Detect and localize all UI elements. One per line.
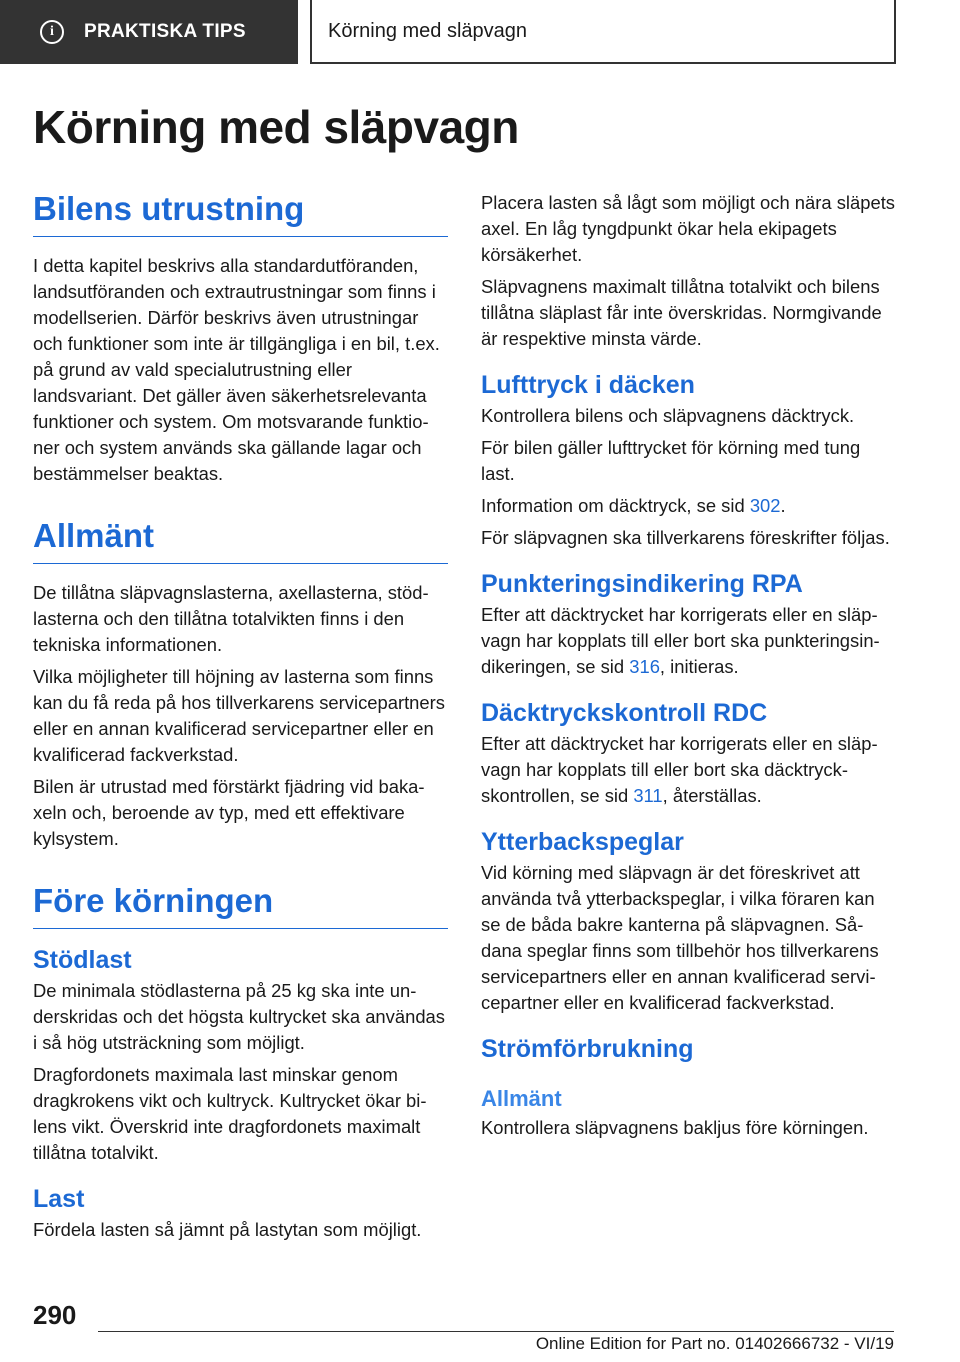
right-column [481, 190, 896, 1147]
paragraph-lufttryck-1: Kontrollera bilens och släpvagnens däcktryck. [481, 405, 855, 426]
paragraph-rpa-1 [481, 602, 896, 680]
text-rdc-post: , återställas. [662, 785, 762, 806]
paragraph-allmant-3: Bilen är utrustad med förstärkt fjädring vid bakaxeln och, beroende av typ, med ett effektivare kylsystem. [33, 775, 425, 849]
paragraph-stodlast-1: De minimala stödlasterna på 25 kg ska inte underskridas och det högsta kultrycket ska användas i så hög utsträckning som möjligt. [33, 979, 445, 1053]
paragraph-bilens-1: I detta kapitel beskrivs alla standardutföranden, landsutföranden och extrautrustningar som finns i modellserien. Därför beskrivs även utrustningar och funktioner som inte är tillgängliga i en bil, t.ex. på grund av vald specialutrustning eller landsvariant. Det gäller även säkerhetsrelevanta funktioner och system. Om motsvarande funktioner och system används ska gällande lagar och bestämmelser beaktas. [33, 254, 440, 484]
paragraph-ytter-1: Vid körning med släpvagn är det föreskrivet att använda två ytterbackspeglar, i vilka föraren kan se de båda bakre kanterna på släpvagnen. Sådana speglar finns som tillbehör hos tillverkarens servicepartners eller en annan kvalificerad servicepartner eller en kvalificerad fackverkstad. [481, 862, 879, 1013]
paragraph-lufttryck-2: För bilen gäller lufttrycket för körning med tung last. [481, 437, 861, 484]
paragraph-last-3: Släpvagnens maximalt tillåtna totalvikt och bilens tillåtna släplast får inte överskridas. Normgivande är respektive minsta värde. [481, 276, 882, 349]
text-rpa-pre: Efter att däcktrycket har korrigerats eller en släpvagn har kopplats till eller bort ska punkteringsindikeringen, se sid [481, 604, 880, 677]
paragraph-allmant-2: Vilka möjligheter till höjning av lasterna som finns kan du få reda på hos tillverkarens servicepartners eller en annan kvalificerad servicepartner eller en kvalificerad fackverkstad. [33, 665, 445, 765]
paragraph-rdc-1 [481, 731, 896, 809]
text-lufttryck-3-pre: Information om däcktryck, se sid [481, 495, 750, 516]
paragraph-last-1: Fördela lasten så jämnt på lastytan som möjligt. [33, 1218, 422, 1240]
paragraph-lufttryck-4: För släpvagnen ska tillverkarens föreskrifter följas. [481, 527, 890, 548]
chapter-tab[interactable] [310, 0, 896, 64]
heading-strom-allmant: Allmänt [481, 1086, 562, 1111]
heading-fore-korningen: Före körningen [33, 882, 448, 929]
header-tabs [0, 0, 960, 66]
heading-ytterbackspeglar: Ytterbackspeglar [481, 828, 684, 856]
heading-stromforbrukning: Strömförbrukning [481, 1035, 694, 1063]
text-rdc-pre: Efter att däcktrycket har korrigerats eller en släpvagn har kopplats till eller bort ska däcktryckskontrollen, se sid [481, 733, 878, 806]
paragraph-strom-1: Kontrollera släpvagnens bakljus före körningen. [481, 1117, 869, 1139]
page-link-316[interactable]: 316 [629, 656, 660, 677]
paragraph-stodlast-2: Dragfordonets maximala last minskar genom dragkrokens vikt och kultryck. Kultrycket ökar bilens vikt. Överskrid inte dragfordonets maximalt tillåtna totalvikt. [33, 1063, 427, 1163]
info-icon: i [40, 20, 64, 44]
heading-bilens-utrustning: Bilens utrustning [33, 190, 448, 237]
heading-rdc: Däcktryckskontroll RDC [481, 699, 768, 727]
section-tab[interactable] [0, 0, 298, 64]
heading-rpa: Punkteringsindikering RPA [481, 570, 803, 598]
heading-allmant: Allmänt [33, 517, 448, 564]
heading-last: Last [33, 1184, 85, 1213]
page-link-302[interactable]: 302 [749, 495, 781, 516]
heading-lufttryck: Lufttryck i däcken [481, 371, 695, 399]
text-lufttryck-3-post: . [780, 495, 786, 516]
paragraph-lufttryck-3 [481, 493, 896, 519]
footer-divider [98, 1331, 894, 1332]
page-number: 290 [33, 1300, 77, 1330]
paragraph-allmant-1: De tillåtna släpvagnslasterna, axellasterna, stödlasterna och den tillåtna totalvikten finns i den tekniska informationen. [33, 581, 429, 655]
section-tab-label: PRAKTISKA TIPS [84, 21, 246, 42]
chapter-tab-label: Körning med släpvagn [328, 19, 528, 42]
edition-footer: Online Edition for Part no. 01402666732 - VI/19 [535, 1334, 894, 1353]
heading-stodlast: Stödlast [33, 945, 132, 974]
page-title: Körning med släpvagn [33, 101, 519, 153]
paragraph-last-2: Placera lasten så lågt som möjligt och nära släpets axel. En låg tyngdpunkt ökar hela ekipagets körsäkerhet. [481, 192, 895, 265]
text-rpa-post: , initieras. [659, 656, 739, 677]
left-column [33, 190, 448, 1249]
page-link-311[interactable]: 311 [633, 785, 663, 806]
